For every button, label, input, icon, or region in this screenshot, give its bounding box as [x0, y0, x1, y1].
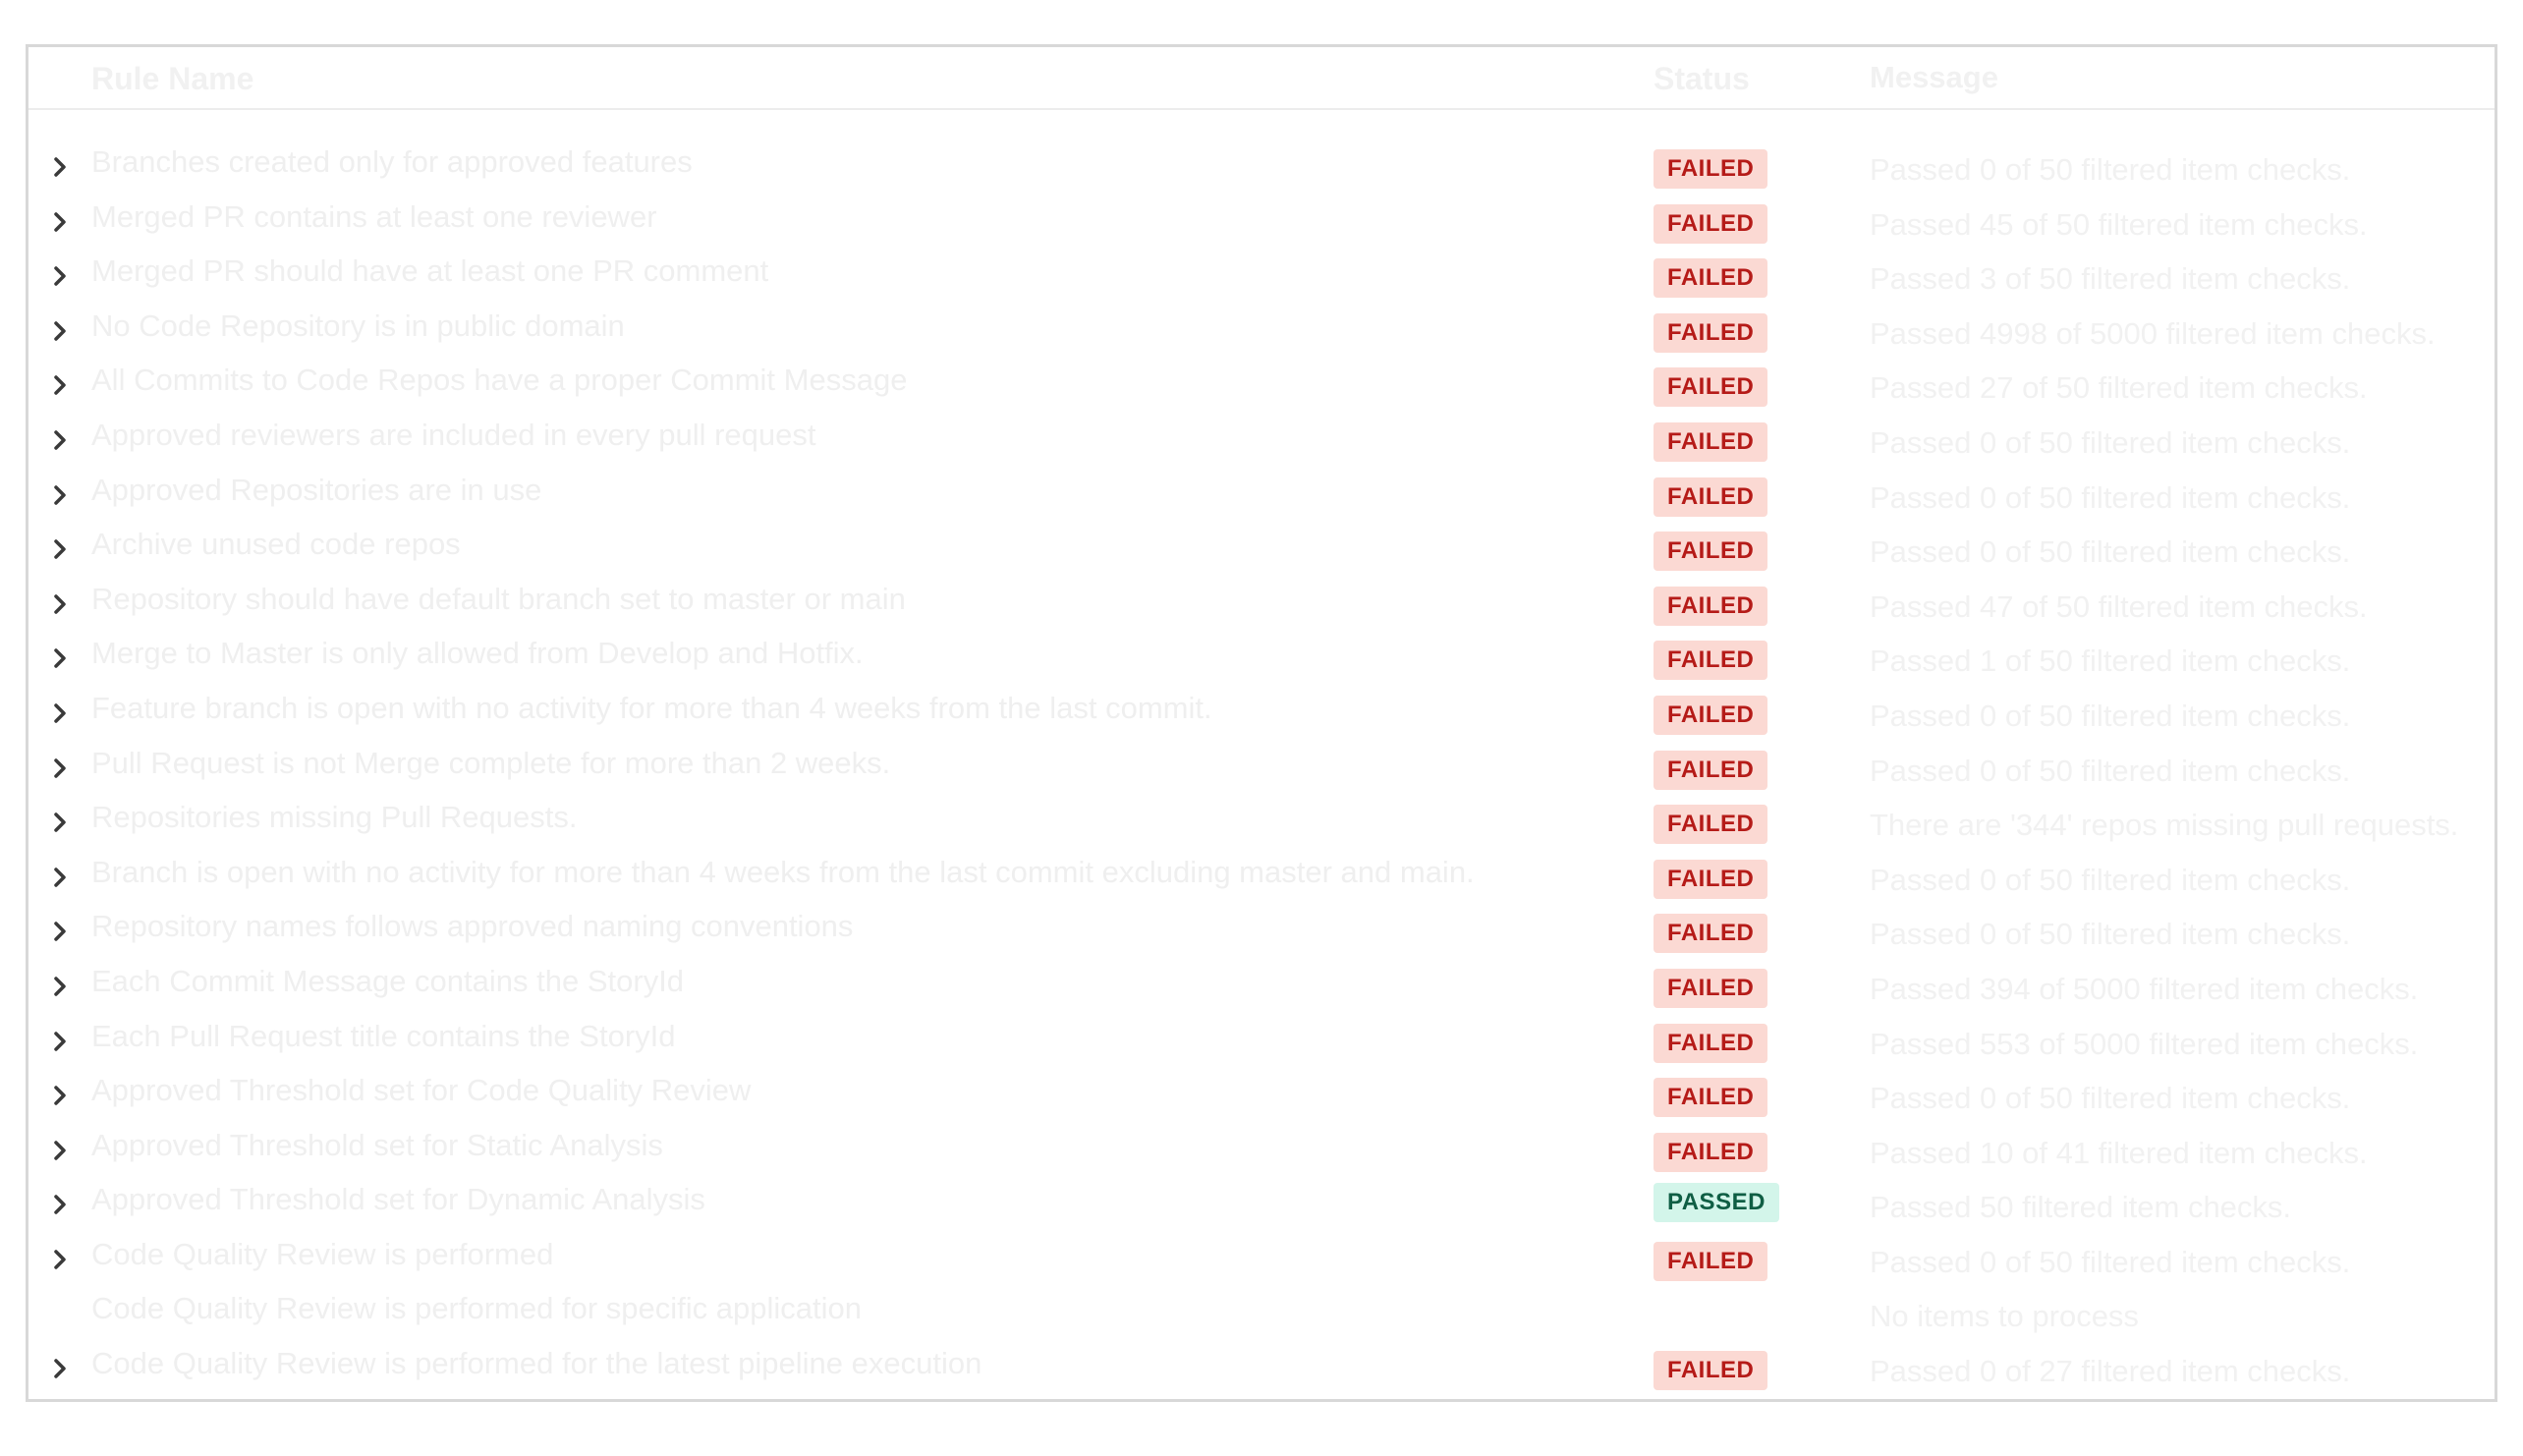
- column-header-rule-name[interactable]: Rule Name: [91, 61, 254, 96]
- status-badge: FAILED: [1654, 860, 1767, 899]
- table-row[interactable]: [28, 686, 2495, 741]
- table-row[interactable]: [28, 631, 2495, 686]
- table-row[interactable]: [28, 1014, 2495, 1069]
- table-row[interactable]: [28, 1068, 2495, 1123]
- message-cell: Passed 4998 of 5000 filtered item checks.: [1870, 315, 2436, 351]
- status-badge: FAILED: [1654, 641, 1767, 680]
- rule-name-cell: Feature branch is open with no activity for more than 4 weeks from the last commit.: [91, 690, 1212, 725]
- message-cell: Passed 47 of 50 filtered item checks.: [1870, 588, 2368, 624]
- message-cell: Passed 27 of 50 filtered item checks.: [1870, 370, 2368, 406]
- status-badge: FAILED: [1654, 587, 1767, 626]
- rule-name-cell: Approved Threshold set for Code Quality Review: [91, 1073, 752, 1108]
- message-cell: Passed 3 of 50 filtered item checks.: [1870, 261, 2351, 297]
- status-badge: FAILED: [1654, 1024, 1767, 1063]
- chevron-right-icon[interactable]: [52, 809, 80, 844]
- table-row[interactable]: [28, 904, 2495, 959]
- table-row[interactable]: [28, 468, 2495, 523]
- chevron-right-icon[interactable]: [52, 1137, 80, 1172]
- chevron-right-icon[interactable]: [52, 918, 80, 953]
- message-cell: Passed 0 of 50 filtered item checks.: [1870, 152, 2351, 187]
- status-badge: FAILED: [1654, 367, 1767, 407]
- chevron-right-icon[interactable]: [52, 1246, 80, 1281]
- rule-name-cell: Repositories missing Pull Requests.: [91, 800, 578, 835]
- table-row[interactable]: [28, 741, 2495, 796]
- table-row[interactable]: [28, 413, 2495, 468]
- status-badge: FAILED: [1654, 1242, 1767, 1281]
- rule-name-cell: Approved Threshold set for Dynamic Analysis: [91, 1182, 705, 1217]
- rule-name-cell: Repository should have default branch set to master or main: [91, 581, 906, 616]
- message-cell: Passed 0 of 50 filtered item checks.: [1870, 753, 2351, 788]
- chevron-right-icon[interactable]: [52, 1082, 80, 1117]
- message-cell: There are '344' repos missing pull requests.: [1870, 808, 2459, 843]
- chevron-right-icon[interactable]: [52, 700, 80, 735]
- chevron-right-icon[interactable]: [52, 535, 80, 571]
- status-badge: FAILED: [1654, 149, 1767, 189]
- message-cell: Passed 50 filtered item checks.: [1870, 1190, 2292, 1225]
- status-badge: FAILED: [1654, 969, 1767, 1008]
- message-cell: Passed 0 of 50 filtered item checks.: [1870, 698, 2351, 733]
- rule-name-cell: Each Commit Message contains the StoryId: [91, 963, 685, 998]
- chevron-right-icon[interactable]: [52, 262, 80, 298]
- table-row[interactable]: [28, 249, 2495, 304]
- rule-name-cell: Archive unused code repos: [91, 527, 461, 562]
- status-badge: FAILED: [1654, 258, 1767, 298]
- message-cell: Passed 0 of 27 filtered item checks.: [1870, 1354, 2351, 1389]
- message-cell: Passed 0 of 50 filtered item checks.: [1870, 1081, 2351, 1116]
- rule-name-cell: Pull Request is not Merge complete for more than 2 weeks.: [91, 745, 891, 780]
- message-cell: Passed 0 of 50 filtered item checks.: [1870, 917, 2351, 952]
- table-body: [28, 140, 2495, 1396]
- table-row[interactable]: [28, 140, 2495, 195]
- rule-name-cell: Approved Repositories are in use: [91, 472, 542, 507]
- message-cell: Passed 1 of 50 filtered item checks.: [1870, 644, 2351, 679]
- status-badge: FAILED: [1654, 477, 1767, 517]
- rule-name-cell: Repository names follows approved naming conventions: [91, 909, 854, 944]
- table-row[interactable]: [28, 1341, 2495, 1396]
- rules-table: [26, 44, 2497, 1402]
- table-row[interactable]: [28, 959, 2495, 1014]
- rule-name-cell: All Commits to Code Repos have a proper Commit Message: [91, 363, 908, 398]
- table-row[interactable]: [28, 195, 2495, 250]
- column-header-status[interactable]: Status: [1654, 61, 1750, 96]
- table-row[interactable]: [28, 795, 2495, 850]
- rule-name-cell: Branch is open with no activity for more than 4 weeks from the last commit excluding master and main.: [91, 854, 1475, 889]
- status-badge: FAILED: [1654, 422, 1767, 462]
- rule-name-cell: Code Quality Review is performed: [91, 1236, 554, 1271]
- table-row[interactable]: [28, 577, 2495, 632]
- message-cell: Passed 0 of 50 filtered item checks.: [1870, 862, 2351, 897]
- chevron-right-icon[interactable]: [52, 371, 80, 407]
- chevron-right-icon[interactable]: [52, 1191, 80, 1226]
- table-row[interactable]: [28, 1177, 2495, 1232]
- column-header-message[interactable]: Message: [1870, 60, 1998, 94]
- status-badge: FAILED: [1654, 914, 1767, 953]
- table-row[interactable]: [28, 1123, 2495, 1178]
- chevron-right-icon[interactable]: [52, 481, 80, 517]
- message-cell: Passed 0 of 50 filtered item checks.: [1870, 1244, 2351, 1279]
- chevron-right-icon[interactable]: [52, 973, 80, 1008]
- message-cell: No items to process: [1870, 1299, 2139, 1334]
- status-badge: FAILED: [1654, 696, 1767, 735]
- message-cell: Passed 0 of 50 filtered item checks.: [1870, 424, 2351, 460]
- rule-name-cell: Each Pull Request title contains the StoryId: [91, 1018, 676, 1053]
- rule-name-cell: Merged PR should have at least one PR comment: [91, 253, 769, 289]
- rule-name-cell: Approved reviewers are included in every pull request: [91, 417, 816, 452]
- status-badge: FAILED: [1654, 805, 1767, 844]
- status-badge: FAILED: [1654, 313, 1767, 353]
- rule-name-cell: Branches created only for approved features: [91, 144, 693, 179]
- message-cell: Passed 45 of 50 filtered item checks.: [1870, 206, 2368, 242]
- rule-name-cell: Approved Threshold set for Static Analysis: [91, 1127, 663, 1162]
- message-cell: Passed 10 of 41 filtered item checks.: [1870, 1135, 2368, 1170]
- chevron-right-icon[interactable]: [52, 755, 80, 790]
- chevron-right-icon[interactable]: [52, 426, 80, 462]
- table-header: [28, 47, 2495, 110]
- status-badge: FAILED: [1654, 1351, 1767, 1390]
- chevron-right-icon[interactable]: [52, 317, 80, 353]
- status-badge: FAILED: [1654, 532, 1767, 571]
- rule-name-cell: No Code Repository is in public domain: [91, 308, 625, 343]
- status-badge: FAILED: [1654, 751, 1767, 790]
- chevron-right-icon[interactable]: [52, 153, 80, 189]
- chevron-right-icon[interactable]: [52, 590, 80, 626]
- chevron-right-icon[interactable]: [52, 208, 80, 244]
- status-badge: PASSED: [1654, 1183, 1779, 1222]
- table-row[interactable]: [28, 850, 2495, 905]
- status-badge: FAILED: [1654, 204, 1767, 244]
- table-row[interactable]: [28, 1232, 2495, 1287]
- message-cell: Passed 0 of 50 filtered item checks.: [1870, 479, 2351, 515]
- rule-name-cell: Code Quality Review is performed for the latest pipeline execution: [91, 1346, 982, 1381]
- message-cell: Passed 553 of 5000 filtered item checks.: [1870, 1026, 2419, 1061]
- rule-name-cell: Merged PR contains at least one reviewer: [91, 198, 657, 234]
- chevron-right-icon[interactable]: [52, 644, 80, 680]
- status-badge: FAILED: [1654, 1078, 1767, 1117]
- table-row[interactable]: [28, 304, 2495, 359]
- status-badge: FAILED: [1654, 1133, 1767, 1172]
- rule-name-cell: Code Quality Review is performed for specific application: [91, 1291, 862, 1326]
- chevron-right-icon[interactable]: [52, 864, 80, 899]
- chevron-right-icon[interactable]: [52, 1355, 80, 1390]
- message-cell: Passed 0 of 50 filtered item checks.: [1870, 534, 2351, 570]
- table-row: [28, 1286, 2495, 1341]
- chevron-right-icon[interactable]: [52, 1028, 80, 1063]
- table-row[interactable]: [28, 358, 2495, 413]
- table-row[interactable]: [28, 522, 2495, 577]
- rule-name-cell: Merge to Master is only allowed from Develop and Hotfix.: [91, 636, 864, 671]
- message-cell: Passed 394 of 5000 filtered item checks.: [1870, 971, 2419, 1006]
